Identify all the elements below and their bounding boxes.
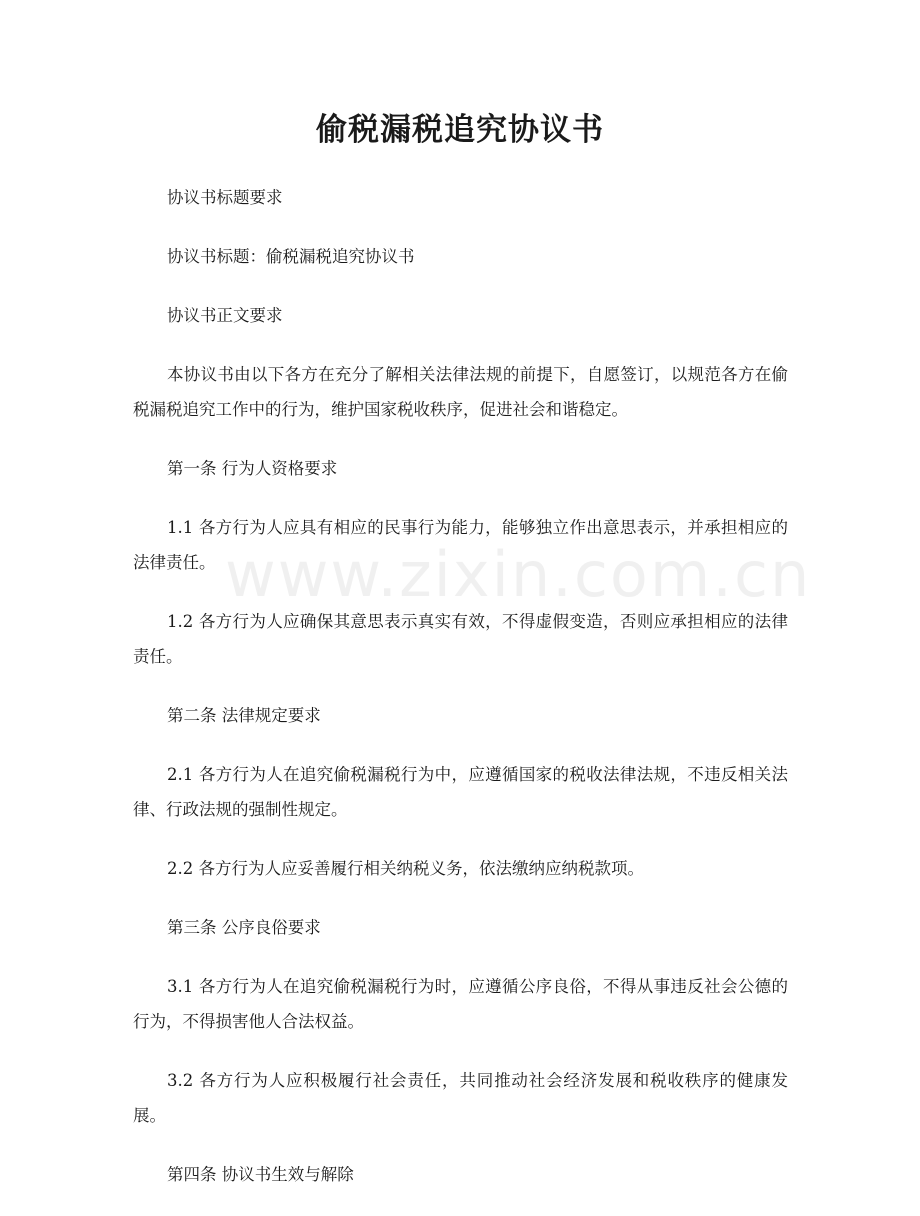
article-1-heading: 第一条 行为人资格要求 bbox=[167, 459, 338, 478]
paragraph-title-requirement: 协议书标题要求 bbox=[167, 188, 283, 207]
document-title: 偷税漏税追究协议书 bbox=[316, 112, 604, 148]
paragraph-body-requirement: 协议书正文要求 bbox=[167, 306, 283, 325]
article-2-heading: 第二条 法律规定要求 bbox=[167, 706, 321, 725]
paragraph-title-line: 协议书标题：偷税漏税追究协议书 bbox=[167, 247, 415, 266]
article-4-heading: 第四条 协议书生效与解除 bbox=[167, 1165, 354, 1184]
clause-3-1: 3.1 各方行为人在追究偷税漏税行为时，应遵循公序良俗，不得从事违反社会公德的行为，不得损害他人合法权益。 bbox=[133, 977, 788, 1031]
article-3-heading: 第三条 公序良俗要求 bbox=[167, 918, 321, 937]
clause-1-1: 1.1 各方行为人应具有相应的民事行为能力，能够独立作出意思表示，并承担相应的法律责任。 bbox=[133, 518, 788, 572]
watermark: www.zixin.com.cn bbox=[225, 538, 812, 611]
paragraph-preamble: 本协议书由以下各方在充分了解相关法律法规的前提下，自愿签订，以规范各方在偷税漏税追究工作中的行为，维护国家税收秩序，促进社会和谐稳定。 bbox=[133, 365, 788, 419]
clause-3-2: 3.2 各方行为人应积极履行社会责任，共同推动社会经济发展和税收秩序的健康发展。 bbox=[133, 1071, 788, 1125]
clause-2-2: 2.2 各方行为人应妥善履行相关纳税义务，依法缴纳应纳税款项。 bbox=[167, 859, 644, 878]
document-body bbox=[133, 180, 788, 1216]
clause-2-1: 2.1 各方行为人在追究偷税漏税行为中，应遵循国家的税收法律法规，不违反相关法律、行政法规的强制性规定。 bbox=[133, 765, 788, 819]
clause-1-2: 1.2 各方行为人应确保其意思表示真实有效，不得虚假变造，否则应承担相应的法律责任。 bbox=[133, 612, 788, 666]
